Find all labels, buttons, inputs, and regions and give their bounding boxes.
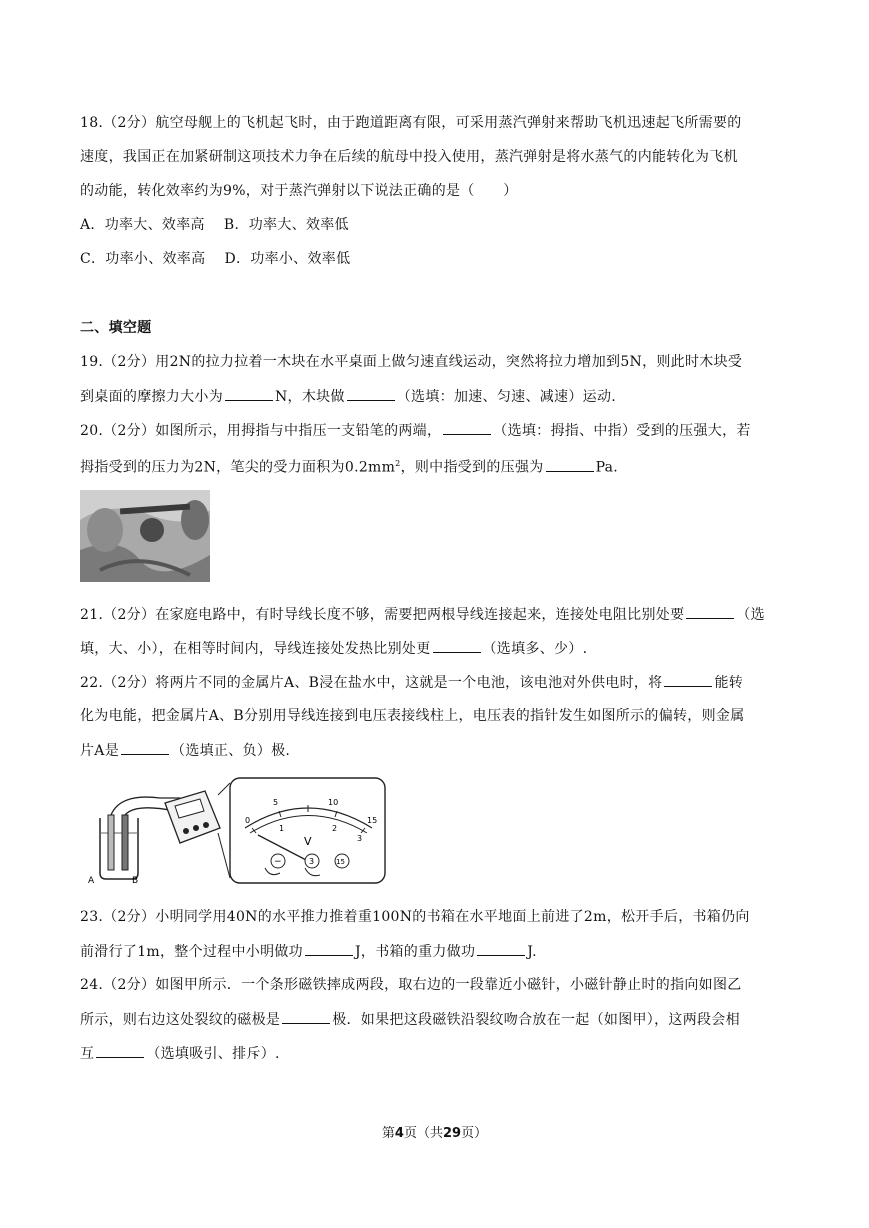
pencil-press-illustration — [80, 490, 210, 582]
q22-text-c: 片A是 — [80, 743, 120, 759]
q18-line2: 速度，我国正在加紧研制这项技术力争在后续的航母中投入使用，蒸汽弹射是将水蒸气的内能转化为飞机 — [80, 149, 738, 165]
scale-bottom-1: 1 — [279, 824, 285, 833]
q19-line2 — [80, 386, 616, 407]
q23-text-c: J. — [527, 944, 537, 960]
q18-options-row1: A．功率大、效率高 B．功率大、效率低 — [80, 217, 349, 233]
q24-text-a: 所示，则右边这处裂纹的磁极是 — [80, 1012, 281, 1028]
q20-text-c: 拇指受到的压力为2N，笔尖的受力面积为0.2mm — [80, 459, 396, 476]
q20-text-a: 20.（2分）如图所示，用拇指与中指压一支铅笔的两端， — [80, 423, 442, 439]
voltmeter-dial — [230, 778, 385, 883]
q22-line2: 化为电能，把金属片A、B分别用导线连接到电压表接线柱上，电压表的指针发生如图所示的偏转，则金属 — [80, 708, 745, 724]
beaker-icon — [100, 815, 138, 879]
q23-text-a: 前滑行了1m，整个过程中小明做功 — [80, 944, 303, 960]
pencil-press-photo — [80, 490, 210, 582]
footer-pre: 第 — [381, 1126, 395, 1141]
q24-line2 — [80, 1009, 740, 1030]
q22-text-b: 能转 — [714, 675, 744, 691]
q24-line1: 24.（2分）如图甲所示．一个条形磁铁摔成两段，取右边的一段靠近小磁针，小磁针静止时的指向如图乙 — [80, 977, 742, 993]
terminal-3-label: 3 — [309, 857, 315, 866]
terminal-negative-label: − — [274, 857, 282, 867]
q19-text-c: （选填：加速、匀速、减速）运动. — [396, 389, 616, 405]
voltmeter-figure — [80, 773, 390, 888]
q20-text-b: （选填：拇指、中指）受到的压强大，若 — [493, 423, 751, 439]
plate-label-a: A — [88, 876, 95, 886]
small-voltmeter-icon — [165, 791, 220, 843]
zoom-line-top — [218, 783, 230, 795]
scale-top-5: 5 — [273, 798, 279, 807]
footer-post: 页） — [461, 1126, 488, 1141]
scale-bottom-3: 3 — [357, 834, 363, 843]
q20-superscript: 2 — [395, 459, 401, 468]
q24-blank-2 — [96, 1043, 144, 1058]
q19-text-a: 到桌面的摩擦力大小为 — [80, 389, 223, 405]
q20-line1 — [80, 420, 751, 441]
q18-line3: 的动能，转化效率约为9%，对于蒸汽弹射以下说法正确的是（ ） — [80, 183, 518, 199]
q23-line2 — [80, 941, 537, 962]
q24-text-c: 互 — [80, 1046, 95, 1062]
q23-blank-1 — [305, 941, 353, 956]
q21-text-c: 填，大、小），在相等时间内，导线连接处发热比别处更 — [80, 641, 431, 657]
q21-blank-2 — [433, 638, 481, 653]
q22-line1 — [80, 672, 743, 693]
footer-mid: 页（共 — [403, 1126, 443, 1141]
q24-text-d: （选填吸引、排斥）. — [146, 1046, 280, 1062]
zoom-line-bottom — [218, 833, 230, 878]
q21-text-a: 21.（2分）在家庭电路中，有时导线长度不够，需要把两根导线连接起来，连接处电阻比别处要 — [80, 607, 685, 623]
q22-text-d: （选填正、负）极. — [171, 743, 291, 759]
q20-text-d: ，则中指受到的压强为 — [400, 459, 544, 476]
q24-text-b: 极．如果把这段磁铁沿裂纹吻合放在一起（如图甲），这两段会相 — [332, 1012, 740, 1028]
plate-label-b: B — [132, 876, 139, 886]
q21-text-d: （选填多、少）. — [482, 641, 588, 657]
page-footer — [0, 1122, 869, 1141]
q19-line1: 19.（2分）用2N的拉力拉着一木块在水平桌面上做匀速直线运动，突然将拉力增加到5N，则此时木块受 — [80, 354, 743, 370]
unit-label: V — [304, 835, 312, 848]
footer-total-pages: 29 — [442, 1126, 462, 1141]
q20-blank-1 — [443, 420, 491, 435]
scale-top-10: 10 — [328, 798, 339, 807]
q24-blank-1 — [282, 1009, 330, 1024]
q18-line1: 18.（2分）航空母舰上的飞机起飞时，由于跑道距离有限，可采用蒸汽弹射来帮助飞机迅速起飞所需要的 — [80, 115, 742, 131]
q18-options-row2: C．功率小、效率高 D．功率小、效率低 — [80, 251, 351, 267]
q20-line2 — [80, 454, 618, 478]
scale-bottom-2: 2 — [332, 824, 338, 833]
q21-line1 — [80, 604, 765, 625]
q19-blank-1 — [225, 386, 273, 401]
scale-top-0: 0 — [245, 816, 251, 825]
q23-text-b: J，书箱的重力做功 — [354, 944, 476, 960]
q23-blank-2 — [477, 941, 525, 956]
q22-blank-1 — [664, 672, 712, 687]
q22-blank-2 — [121, 740, 169, 755]
q19-blank-2 — [347, 386, 395, 401]
q24-line3 — [80, 1043, 280, 1064]
footer-page-number: 4 — [394, 1126, 404, 1141]
q22-text-a: 22.（2分）将两片不同的金属片A、B浸在盐水中，这就是一个电池，该电池对外供电时，将 — [80, 675, 663, 691]
scale-top-15: 15 — [367, 816, 378, 825]
q21-text-b: （选 — [736, 607, 765, 623]
q21-blank-1 — [686, 604, 734, 619]
q21-line2 — [80, 638, 587, 659]
q23-line1: 23.（2分）小明同学用40N的水平推力推着重100N的书箱在水平地面上前进了2m，松开手后，书箱仍向 — [80, 909, 750, 925]
terminal-15-label: 15 — [336, 858, 345, 866]
q20-text-e: Pa. — [595, 459, 619, 476]
q20-blank-2 — [546, 457, 594, 472]
section-heading: 二、填空题 — [80, 320, 152, 336]
q19-text-b: N，木块做 — [275, 389, 345, 405]
q22-line3 — [80, 740, 290, 761]
